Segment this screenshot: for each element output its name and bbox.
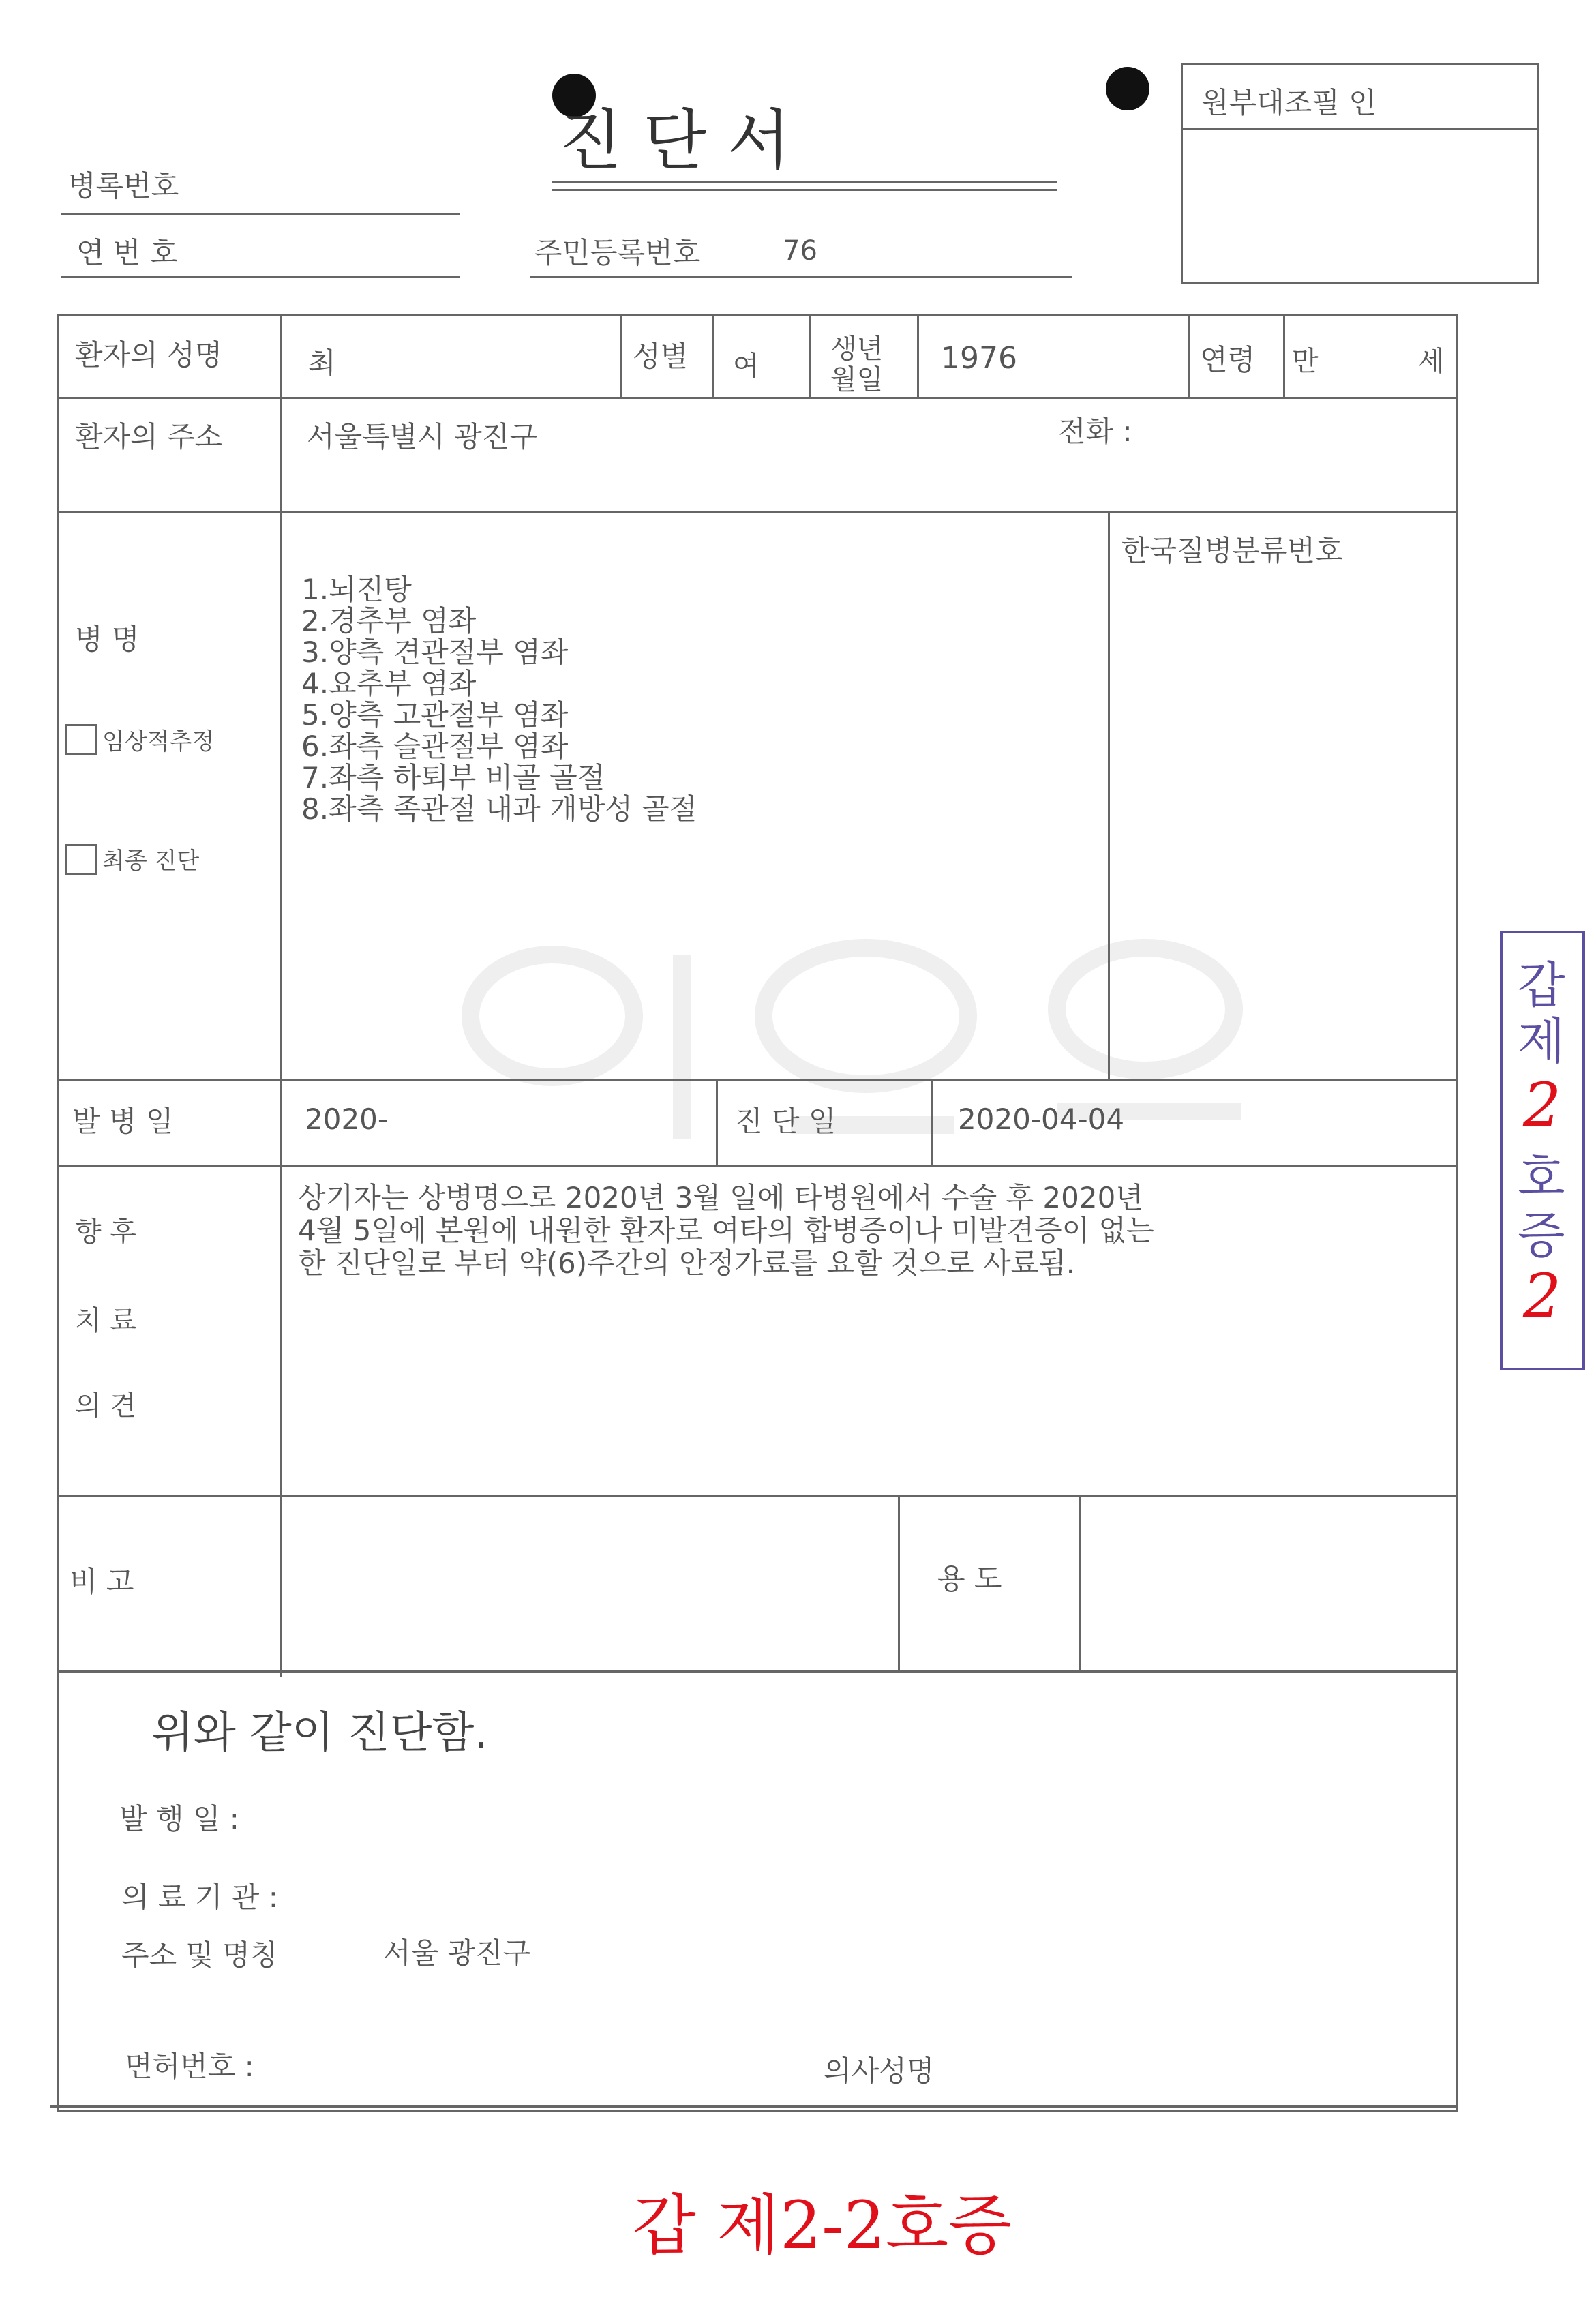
final-diagnosis-checkbox[interactable] (65, 844, 97, 875)
sex-value: 여 (733, 350, 759, 382)
label-column-divider (280, 314, 282, 1677)
diagnosis-item: 3.양측 견관절부 염좌 (301, 635, 569, 669)
diagnosis-label: 병 명 (75, 623, 140, 656)
age-col-right (1283, 314, 1285, 398)
opinion-text (298, 1182, 1154, 1280)
row4-bottom (57, 1165, 1458, 1167)
evidence-stamp-side (1500, 931, 1585, 1370)
form-bottom-line (50, 2105, 1456, 2108)
diagnosis-item: 2.경추부 염좌 (301, 604, 477, 638)
resident-id-label: 주민등록번호 (534, 236, 701, 269)
clinical-estimate-checkbox[interactable] (65, 724, 97, 755)
stamp-char: 제 (1518, 1013, 1565, 1070)
opinion-label-1: 향 후 (75, 1216, 136, 1248)
diagnosis-item: 7.좌측 하퇴부 비골 골절 (301, 761, 605, 794)
ledger-label: 원부대조필 인 (1201, 86, 1376, 119)
stamp-char: 증 (1518, 1207, 1565, 1264)
purpose-col-left (898, 1495, 900, 1672)
name-label: 환자의 성명 (75, 338, 223, 372)
clinical-estimate-label: 임상적추정 (102, 728, 215, 755)
row1-bottom (57, 397, 1458, 399)
birth-col-right (917, 314, 919, 398)
row5-bottom (57, 1495, 1458, 1497)
ledger-box-divider (1181, 128, 1539, 130)
phone-label: 전화 : (1058, 415, 1132, 448)
diagnosis-item: 5.양측 고관절부 염좌 (301, 698, 569, 732)
kcd-label: 한국질병분류번호 (1121, 534, 1343, 567)
diagnosis-date-value: 2020-04-04 (958, 1103, 1125, 1136)
birth-label-1: 생년 (830, 333, 884, 365)
diagnosis-item: 1.뇌진탕 (301, 573, 412, 606)
age-col-left (1188, 314, 1190, 398)
title-underline-1 (552, 181, 1057, 183)
punch-hole-right (1106, 67, 1149, 110)
sex-col-left (620, 314, 622, 398)
issue-date-label: 발 행 일 : (119, 1802, 239, 1835)
final-diagnosis-label: 최종 진단 (102, 848, 200, 875)
birth-col-left (809, 314, 811, 398)
age-prefix: 만 (1292, 346, 1319, 377)
age-suffix: 세 (1418, 346, 1445, 377)
remarks-label: 비 고 (70, 1565, 134, 1598)
title-underline-2 (552, 189, 1057, 191)
stamp-char: 갑 (1518, 957, 1565, 1014)
stamp-char: 호 (1518, 1149, 1565, 1206)
address-label: 환자의 주소 (75, 420, 223, 453)
age-label: 연령 (1200, 343, 1256, 376)
diagnosis-item: 4.요추부 염좌 (301, 667, 477, 700)
stamp-char: 2 (1523, 1261, 1561, 1331)
name-value: 최 (308, 346, 336, 380)
diag-date-col-left (716, 1079, 718, 1166)
purpose-col-right (1079, 1495, 1081, 1672)
row2-bottom (57, 511, 1458, 513)
onset-date-value: 2020- (305, 1103, 389, 1136)
opinion-line: 상기자는 상병명으로 2020년 3월 일에 타병원에서 수술 후 2020년 (298, 1181, 1143, 1214)
institution-label: 의 료 기 관 : (121, 1880, 278, 1914)
license-number-label: 면허번호 : (125, 2050, 254, 2083)
institution-address-value: 서울 광진구 (383, 1936, 531, 1970)
evidence-label-bottom: 갑 제2-2호증 (633, 2187, 1012, 2264)
diagnosis-list (301, 574, 697, 825)
stamp-char: 2 (1523, 1070, 1561, 1140)
record-number-label: 병록번호 (68, 169, 179, 203)
address-value: 서울특별시 광진구 (307, 420, 537, 453)
institution-address-label: 주소 및 명칭 (121, 1938, 278, 1972)
row3-bottom (57, 1079, 1458, 1081)
opinion-label-2: 치 료 (75, 1305, 136, 1336)
serial-number-line (61, 276, 460, 278)
purpose-label: 용 도 (937, 1562, 1002, 1595)
record-number-line (61, 213, 460, 215)
diagnosis-date-label: 진 단 일 (735, 1105, 837, 1138)
opinion-label-3: 의 견 (75, 1390, 136, 1422)
diagnosis-item: 8.좌측 족관절 내과 개방성 골절 (301, 792, 697, 826)
diag-date-col-right (931, 1079, 933, 1166)
row6-bottom (57, 1670, 1458, 1673)
diagnosis-item: 6.좌측 슬관절부 염좌 (301, 730, 569, 763)
resident-id-line (530, 276, 1072, 278)
sex-col-right (712, 314, 714, 398)
doctor-name-label: 의사성명 (824, 2054, 935, 2088)
sex-label: 성별 (633, 340, 689, 373)
opinion-line: 한 진단일로 부터 약(6)주간의 안정가료를 요할 것으로 사료됨. (298, 1246, 1076, 1280)
birth-value: 1976 (941, 341, 1017, 376)
serial-number-label: 연 번 호 (76, 236, 178, 269)
document-title: 진 단 서 (559, 102, 791, 179)
resident-id-value: 76 (783, 235, 817, 267)
kcd-col-divider (1108, 511, 1110, 1081)
onset-date-label: 발 병 일 (72, 1105, 174, 1138)
birth-label-2: 월일 (830, 364, 884, 395)
opinion-line: 4월 5일에 본원에 내원한 환자로 여타의 합병증이나 미발견증이 없는 (298, 1214, 1154, 1247)
certification-statement: 위와 같이 진단함. (151, 1708, 488, 1758)
